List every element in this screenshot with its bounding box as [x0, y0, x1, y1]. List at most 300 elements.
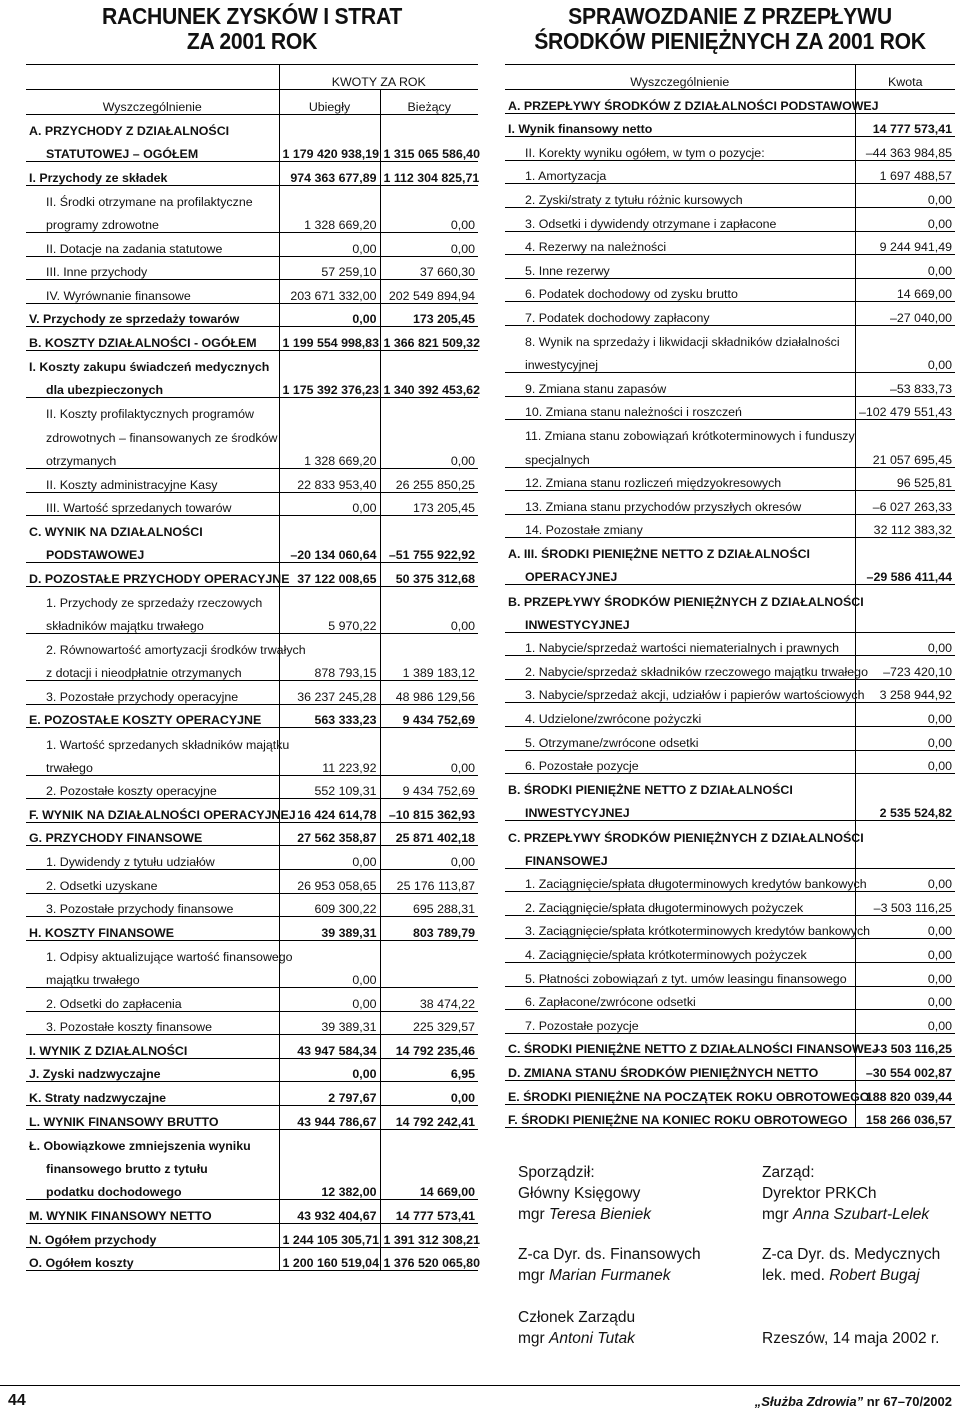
cash-flow-value: 0,00	[855, 868, 955, 892]
income-row-label: I. Koszty zakupu świadczeń medycznych	[29, 360, 270, 375]
issue-number: nr 67–70/2002	[866, 1394, 952, 1409]
board-label: Zarząd:	[762, 1164, 815, 1181]
income-statement-title	[44, 0, 460, 64]
income-row	[26, 752, 478, 776]
cash-flow-row-label: B. PRZEPŁYWY ŚRODKÓW PIENIĘŻNYCH Z DZIAŁALNOŚCI	[505, 585, 855, 609]
cash-flow-value: 21 057 695,45	[855, 443, 955, 467]
income-row	[26, 138, 478, 162]
cash-flow-row	[505, 561, 955, 585]
income-row	[26, 704, 478, 728]
previous-year-value: 1 175 392 376,23	[279, 374, 380, 398]
income-row	[26, 516, 478, 540]
cash-flow-cell	[855, 774, 955, 798]
cash-flow-value: 0,00	[855, 349, 955, 373]
current-year-value: 0,00	[380, 846, 478, 870]
current-year-cell	[380, 634, 478, 658]
page-number: 44	[8, 1392, 26, 1409]
income-title-line-1: RACHUNEK ZYSKÓW I STRAT	[101, 3, 403, 29]
previous-year-value: 203 671 332,00	[279, 280, 380, 304]
income-row-label: K. Straty nadzwyczajne	[26, 1082, 279, 1106]
cash-flow-row-label: 4. Rezerwy na należności	[505, 231, 855, 255]
income-row-label: M. WYNIK FINANSOWY NETTO	[26, 1200, 279, 1224]
income-row-label: II. Koszty administracyjne Kasy	[26, 468, 279, 492]
income-row	[26, 280, 478, 304]
income-row-label: majątku trwałego	[26, 964, 279, 988]
current-year-value: 14 777 573,41	[380, 1200, 478, 1224]
current-year-cell	[380, 115, 478, 139]
cash-flow-row	[505, 1104, 955, 1128]
cash-flow-row	[505, 585, 955, 609]
income-row	[26, 115, 478, 139]
previous-year-value: 37 122 008,65	[279, 563, 380, 587]
current-year-value: 0,00	[380, 445, 478, 469]
cash-flow-row	[505, 1010, 955, 1034]
cash-flow-row	[505, 703, 955, 727]
cash-flow-value: –6 027 263,33	[855, 491, 955, 515]
income-row	[26, 681, 478, 705]
cash-flow-value: –3 503 116,25	[855, 1033, 955, 1057]
signature-member	[518, 1307, 635, 1349]
cash-flow-value: –53 833,73	[855, 373, 955, 397]
current-year-cell	[380, 1153, 478, 1177]
previous-year-value: 22 833 953,40	[279, 468, 380, 492]
income-row-label: 1. Odpisy aktualizujące wartość finansowego	[46, 949, 293, 964]
previous-year-value: 878 793,15	[279, 657, 380, 681]
cash-flow-row-label: inwestycyjnej	[505, 349, 855, 373]
cash-flow-value: 0,00	[855, 750, 955, 774]
income-row-label: 2. Równowartość amortyzacji środków trwałych	[46, 643, 306, 658]
income-row	[26, 1011, 478, 1035]
cash-flow-value: –723 420,10	[855, 656, 955, 680]
income-row-label: I. WYNIK Z DZIAŁALNOŚCI	[26, 1035, 279, 1059]
current-year-value: 1 391 312 308,21	[380, 1223, 478, 1247]
previous-year-value: 1 200 160 519,04	[279, 1247, 380, 1271]
cash-amount-header: Kwota	[855, 65, 955, 90]
current-year-cell	[380, 398, 478, 422]
cash-flow-row	[505, 491, 955, 515]
cash-flow-row	[505, 90, 955, 114]
income-row	[26, 1176, 478, 1200]
cash-flow-row-label: 7. Pozostałe pozycje	[505, 1010, 855, 1034]
cash-flow-row-label: C. PRZEPŁYWY ŚRODKÓW PIENIĘŻNYCH Z DZIAŁALNOŚCI	[505, 821, 855, 845]
previous-year-value: 1 199 554 998,83	[279, 327, 380, 351]
income-row	[26, 1035, 478, 1059]
cash-flow-row	[505, 278, 955, 302]
cash-flow-row-label: 13. Zmiana stanu przychodów przyszłych okresów	[505, 491, 855, 515]
cash-flow-row-label: specjalnych	[505, 443, 855, 467]
cash-flow-row	[505, 514, 955, 538]
cash-flow-row-label: C. ŚRODKI PIENIĘŻNE NETTO Z DZIAŁALNOŚCI FINANSOWEJ	[505, 1033, 855, 1057]
current-year-value: 1 376 520 065,80	[380, 1247, 478, 1271]
income-row	[26, 468, 478, 492]
income-row-label: Ł. Obowiązkowe zmniejszenia wyniku	[29, 1138, 251, 1153]
cash-flow-row-label: I. Wynik finansowy netto	[505, 113, 855, 137]
previous-year-cell	[279, 185, 380, 209]
previous-year-value: 0,00	[279, 964, 380, 988]
cash-flow-row-label: 8. Wynik na sprzedaży i likwidacji składników działalności	[505, 325, 855, 349]
income-row	[26, 610, 478, 634]
cash-flow-row	[505, 467, 955, 491]
income-row	[26, 1153, 478, 1177]
cash-flow-row-label: 11. Zmiana stanu zobowiązań krótkoterminowych i funduszy	[505, 420, 855, 444]
cash-flow-row-label: 2. Zaciągnięcie/spłata długoterminowych pożyczek	[505, 892, 855, 916]
cash-flow-row	[505, 184, 955, 208]
income-row	[26, 586, 478, 610]
prepared-role: Główny Księgowy	[518, 1185, 641, 1202]
current-year-cell	[380, 516, 478, 540]
cash-flow-cell	[855, 585, 955, 609]
income-row	[26, 893, 478, 917]
previous-year-value: 0,00	[279, 1058, 380, 1082]
cash-flow-value	[855, 609, 955, 633]
income-row-label: 3. Pozostałe koszty finansowe	[26, 1011, 279, 1035]
board-role: Dyrektor PRKCh	[762, 1185, 877, 1202]
prepared-prefix: mgr	[518, 1206, 545, 1223]
income-row	[26, 1129, 478, 1153]
current-year-value: 9 434 752,69	[380, 704, 478, 728]
previous-year-value: 43 932 404,67	[279, 1200, 380, 1224]
current-year-cell	[380, 1129, 478, 1153]
cash-flow-row-label: 5. Płatności zobowiązań z tyt. umów leasingu finansowego	[505, 962, 855, 986]
cash-flow-value: 3 258 944,92	[855, 679, 955, 703]
cash-flow-row	[505, 845, 955, 869]
cash-flow-row	[505, 160, 955, 184]
cash-flow-row	[505, 727, 955, 751]
previous-year-value: 0,00	[279, 987, 380, 1011]
current-year-value: 803 789,79	[380, 917, 478, 941]
cash-flow-value	[855, 845, 955, 869]
current-year-header: Bieżący	[380, 90, 478, 115]
income-row	[26, 256, 478, 280]
previous-year-value: 563 333,23	[279, 704, 380, 728]
current-year-value: 6,95	[380, 1058, 478, 1082]
cash-flow-value: 0,00	[855, 255, 955, 279]
medical-name: Robert Bugaj	[829, 1267, 920, 1284]
previous-year-value: 2 797,67	[279, 1082, 380, 1106]
description-header: Wyszczególnienie	[26, 90, 279, 115]
previous-year-value: 16 424 614,78	[279, 799, 380, 823]
signature-board	[762, 1162, 929, 1225]
cash-flow-row	[505, 797, 955, 821]
current-year-value: –51 755 922,92	[380, 539, 478, 563]
previous-year-value: 1 328 669,20	[279, 209, 380, 233]
cash-flow-row	[505, 656, 955, 680]
previous-year-cell	[279, 115, 380, 139]
income-row-label: A. PRZYCHODY Z DZIAŁALNOŚCI	[29, 124, 230, 139]
income-row-label: 1. Wartość sprzedanych składników majątku	[46, 737, 290, 752]
cash-flow-row-label: 12. Zmiana stanu rozliczeń międzyokresowych	[505, 467, 855, 491]
income-row	[26, 350, 478, 374]
previous-year-cell	[279, 398, 380, 422]
income-row	[26, 1223, 478, 1247]
previous-year-value: 11 223,92	[279, 752, 380, 776]
income-row-label: N. Ogółem przychody	[26, 1223, 279, 1247]
current-year-value: 173 205,45	[380, 492, 478, 516]
cash-flow-row-label: 4. Zaciągnięcie/spłata krótkoterminowych pożyczek	[505, 939, 855, 963]
cash-flow-value: 0,00	[855, 632, 955, 656]
income-row	[26, 1082, 478, 1106]
income-row-label: otrzymanych	[26, 445, 279, 469]
income-row-label: F. WYNIK NA DZIAŁALNOŚCI OPERACYJNEJ	[26, 799, 279, 823]
cash-flow-value: 0,00	[855, 962, 955, 986]
previous-year-cell	[279, 1129, 380, 1153]
current-year-value: 695 288,31	[380, 893, 478, 917]
cash-flow-title-line-1: SPRAWOZDANIE Z PRZEPŁYWU	[568, 3, 892, 29]
cash-flow-row-label: 6. Zapłacone/zwrócone odsetki	[505, 986, 855, 1010]
income-row-label: z dotacji i nieodpłatnie otrzymanych	[26, 657, 279, 681]
income-row	[26, 1247, 478, 1271]
cash-flow-row	[505, 892, 955, 916]
cash-flow-row-label: 10. Zmiana stanu należności i roszczeń	[505, 396, 855, 420]
current-year-value: 225 329,57	[380, 1011, 478, 1035]
current-year-cell	[380, 350, 478, 374]
previous-year-value: 1 179 420 938,19	[279, 138, 380, 162]
current-year-value: 14 792 242,41	[380, 1105, 478, 1129]
current-year-value: 0,00	[380, 232, 478, 256]
current-year-value: 202 549 894,94	[380, 280, 478, 304]
income-row-label: 1. Przychody ze sprzedaży rzeczowych	[46, 595, 263, 610]
publication-name: „Służba Zdrowia”	[754, 1394, 864, 1409]
income-row	[26, 445, 478, 469]
income-row-label: 2. Pozostałe koszty operacyjne	[26, 775, 279, 799]
current-year-value: 14 669,00	[380, 1176, 478, 1200]
income-row-label: C. WYNIK NA DZIAŁALNOŚCI	[29, 525, 203, 540]
income-row-label: podatku dochodowego	[26, 1176, 279, 1200]
income-row-label: 2. Odsetki do zapłacenia	[26, 987, 279, 1011]
income-row	[26, 940, 478, 964]
current-year-value: 48 986 129,56	[380, 681, 478, 705]
previous-year-value: 1 244 105 305,71	[279, 1223, 380, 1247]
cash-flow-value: 14 669,00	[855, 278, 955, 302]
cash-flow-row-label: F. ŚRODKI PIENIĘŻNE NA KONIEC ROKU OBROTOWEGO	[505, 1104, 855, 1128]
income-row-label: H. KOSZTY FINANSOWE	[26, 917, 279, 941]
cash-flow-row	[505, 302, 955, 326]
income-row-label: II. Koszty profilaktycznych programów	[46, 407, 254, 422]
income-row-label: 1. Dywidendy z tytułu udziałów	[26, 846, 279, 870]
cash-flow-value: 96 525,81	[855, 467, 955, 491]
cash-flow-value: 158 266 036,57	[855, 1104, 955, 1128]
cash-flow-value: 32 112 383,32	[855, 514, 955, 538]
cash-flow-cell	[855, 325, 955, 349]
income-row-label: 3. Pozostałe przychody finansowe	[26, 893, 279, 917]
current-year-value: 0,00	[380, 752, 478, 776]
cash-flow-row	[505, 137, 955, 161]
cash-flow-row	[505, 1033, 955, 1057]
income-row-label: II. Dotacje na zadania statutowe	[26, 232, 279, 256]
cash-flow-value: 1 697 488,57	[855, 160, 955, 184]
finance-prefix: mgr	[518, 1267, 545, 1284]
current-year-value: 1 112 304 825,71	[380, 162, 478, 186]
current-year-value: 37 660,30	[380, 256, 478, 280]
cash-flow-row	[505, 939, 955, 963]
prepared-label: Sporządził:	[518, 1164, 595, 1181]
current-year-value: 25 871 402,18	[380, 822, 478, 846]
current-year-cell	[380, 940, 478, 964]
previous-year-value: 1 328 669,20	[279, 445, 380, 469]
income-row	[26, 822, 478, 846]
previous-year-value: 0,00	[279, 492, 380, 516]
cash-flow-row	[505, 373, 955, 397]
cash-flow-row-label: D. ZMIANA STANU ŚRODKÓW PIENIĘŻNYCH NETTO	[505, 1057, 855, 1081]
member-role: Członek Zarządu	[518, 1309, 636, 1326]
previous-year-value: 0,00	[279, 303, 380, 327]
cash-flow-row-label: A. PRZEPŁYWY ŚRODKÓW Z DZIAŁALNOŚCI PODSTAWOWEJ	[505, 90, 855, 114]
cash-flow-row	[505, 915, 955, 939]
publication-info	[755, 1394, 952, 1409]
cash-flow-value: –102 479 551,43	[855, 396, 955, 420]
cash-flow-row	[505, 609, 955, 633]
current-year-cell	[380, 728, 478, 752]
cash-flow-row-label: 3. Nabycie/sprzedaż akcji, udziałów i papierów wartościowych	[505, 679, 855, 703]
cash-flow-row-label: FINANSOWEJ	[505, 845, 855, 869]
cash-flow-row-label: 7. Podatek dochodowy zapłacony	[505, 302, 855, 326]
cash-flow-row-label: 4. Udzielone/zwrócone pożyczki	[505, 703, 855, 727]
income-row-label: J. Zyski nadzwyczajne	[26, 1058, 279, 1082]
income-row	[26, 539, 478, 563]
income-row-label: II. Środki otrzymane na profilaktyczne	[46, 194, 253, 209]
current-year-value: 14 792 235,46	[380, 1035, 478, 1059]
income-row	[26, 1058, 478, 1082]
income-row	[26, 232, 478, 256]
income-row	[26, 846, 478, 870]
income-row	[26, 987, 478, 1011]
cash-flow-value: –30 554 002,87	[855, 1057, 955, 1081]
cash-flow-row	[505, 538, 955, 562]
previous-year-value: 609 300,22	[279, 893, 380, 917]
previous-year-value: 43 944 786,67	[279, 1105, 380, 1129]
income-row-label: V. Przychody ze sprzedaży towarów	[26, 303, 279, 327]
cash-flow-row-label: INWESTYCYJNEJ	[505, 797, 855, 821]
cash-flow-row	[505, 113, 955, 137]
income-row-label: PODSTAWOWEJ	[26, 539, 279, 563]
cash-flow-row	[505, 349, 955, 373]
income-row	[26, 303, 478, 327]
income-row-label: G. PRZYCHODY FINANSOWE	[26, 822, 279, 846]
income-row-label: D. POZOSTAŁE PRZYCHODY OPERACYJNE	[26, 563, 279, 587]
cash-flow-value: –44 363 984,85	[855, 137, 955, 161]
income-row-label: B. KOSZTY DZIAŁALNOŚCI - OGÓŁEM	[26, 327, 279, 351]
current-year-value: 9 434 752,69	[380, 775, 478, 799]
income-row-label: L. WYNIK FINANSOWY BRUTTO	[26, 1105, 279, 1129]
income-row	[26, 870, 478, 894]
finance-name: Marian Furmanek	[549, 1267, 671, 1284]
previous-year-value: 12 382,00	[279, 1176, 380, 1200]
previous-year-cell	[279, 586, 380, 610]
income-row	[26, 775, 478, 799]
current-year-value: 38 474,22	[380, 987, 478, 1011]
cash-flow-value: 0,00	[855, 207, 955, 231]
income-row	[26, 398, 478, 422]
amounts-header: KWOTY ZA ROK	[279, 65, 478, 90]
income-row	[26, 327, 478, 351]
cash-flow-row-label: II. Korekty wyniku ogółem, w tym o pozycje:	[505, 137, 855, 161]
medical-role: Z-ca Dyr. ds. Medycznych	[762, 1246, 941, 1263]
income-row	[26, 374, 478, 398]
cash-flow-row	[505, 750, 955, 774]
current-year-value: 26 255 850,25	[380, 468, 478, 492]
previous-year-value: 27 562 358,87	[279, 822, 380, 846]
income-row-label: STATUTOWEJ – OGÓŁEM	[26, 138, 279, 162]
cash-flow-row	[505, 443, 955, 467]
cash-flow-value: –29 586 411,44	[855, 561, 955, 585]
income-row-label: składników majątku trwałego	[26, 610, 279, 634]
previous-year-value: 43 947 584,34	[279, 1035, 380, 1059]
signature-finance	[518, 1244, 701, 1286]
cash-flow-row	[505, 325, 955, 349]
current-year-value: 1 315 065 586,40	[380, 138, 478, 162]
current-year-cell	[380, 185, 478, 209]
prepared-name: Teresa Bieniek	[549, 1206, 651, 1223]
previous-year-value: –20 134 060,64	[279, 539, 380, 563]
cash-flow-value: 0,00	[855, 986, 955, 1010]
income-row	[26, 185, 478, 209]
cash-flow-row-label: 5. Otrzymane/zwrócone odsetki	[505, 727, 855, 751]
current-year-value: 0,00	[380, 209, 478, 233]
income-row	[26, 1105, 478, 1129]
cash-flow-row	[505, 1080, 955, 1104]
income-row	[26, 421, 478, 445]
cash-flow-row	[505, 679, 955, 703]
cash-flow-value: 2 535 524,82	[855, 797, 955, 821]
cash-flow-cell	[855, 821, 955, 845]
current-year-value: –10 815 362,93	[380, 799, 478, 823]
income-row	[26, 799, 478, 823]
income-row-label: IV. Wyrównanie finansowe	[26, 280, 279, 304]
cash-flow-value: –3 503 116,25	[855, 892, 955, 916]
income-row	[26, 492, 478, 516]
current-year-value: 50 375 312,68	[380, 563, 478, 587]
income-row	[26, 162, 478, 186]
member-prefix: mgr	[518, 1330, 545, 1347]
income-row-label: I. Przychody ze składek	[26, 162, 279, 186]
cash-flow-value: 0,00	[855, 727, 955, 751]
previous-year-value: 26 953 058,65	[279, 870, 380, 894]
cash-flow-value: 14 777 573,41	[855, 113, 955, 137]
cash-flow-row-label: 3. Zaciągnięcie/spłata krótkoterminowych kredytów bankowych	[505, 915, 855, 939]
previous-year-cell	[279, 350, 380, 374]
cash-flow-row	[505, 632, 955, 656]
cash-flow-row	[505, 868, 955, 892]
current-year-value: 173 205,45	[380, 303, 478, 327]
previous-year-value: 552 109,31	[279, 775, 380, 799]
current-year-value: 1 340 392 453,62	[380, 374, 478, 398]
current-year-cell	[380, 421, 478, 445]
income-row-label: finansowego brutto z tytułu	[46, 1162, 208, 1177]
cash-flow-row-label: INWESTYCYJNEJ	[505, 609, 855, 633]
cash-flow-table	[505, 64, 955, 1128]
previous-year-cell	[279, 421, 380, 445]
cash-flow-row-label: B. ŚRODKI PIENIĘŻNE NETTO Z DZIAŁALNOŚCI	[505, 774, 855, 798]
income-row	[26, 917, 478, 941]
cash-flow-row	[505, 962, 955, 986]
signature-medical	[762, 1244, 940, 1286]
signature-prepared	[518, 1162, 651, 1225]
cash-flow-row	[505, 1057, 955, 1081]
income-row	[26, 1200, 478, 1224]
income-statement-table	[26, 64, 478, 1271]
previous-year-value: 57 259,10	[279, 256, 380, 280]
cash-flow-row	[505, 986, 955, 1010]
income-row-label: programy zdrowotne	[26, 209, 279, 233]
previous-year-value: 39 389,31	[279, 1011, 380, 1035]
cash-flow-row	[505, 255, 955, 279]
cash-flow-value: 188 820 039,44	[855, 1080, 955, 1104]
previous-year-cell	[279, 1153, 380, 1177]
cash-flow-row-label: 14. Pozostałe zmiany	[505, 514, 855, 538]
cash-flow-statement	[505, 0, 955, 1128]
income-row-label: III. Inne przychody	[26, 256, 279, 280]
previous-year-value: 36 237 245,28	[279, 681, 380, 705]
